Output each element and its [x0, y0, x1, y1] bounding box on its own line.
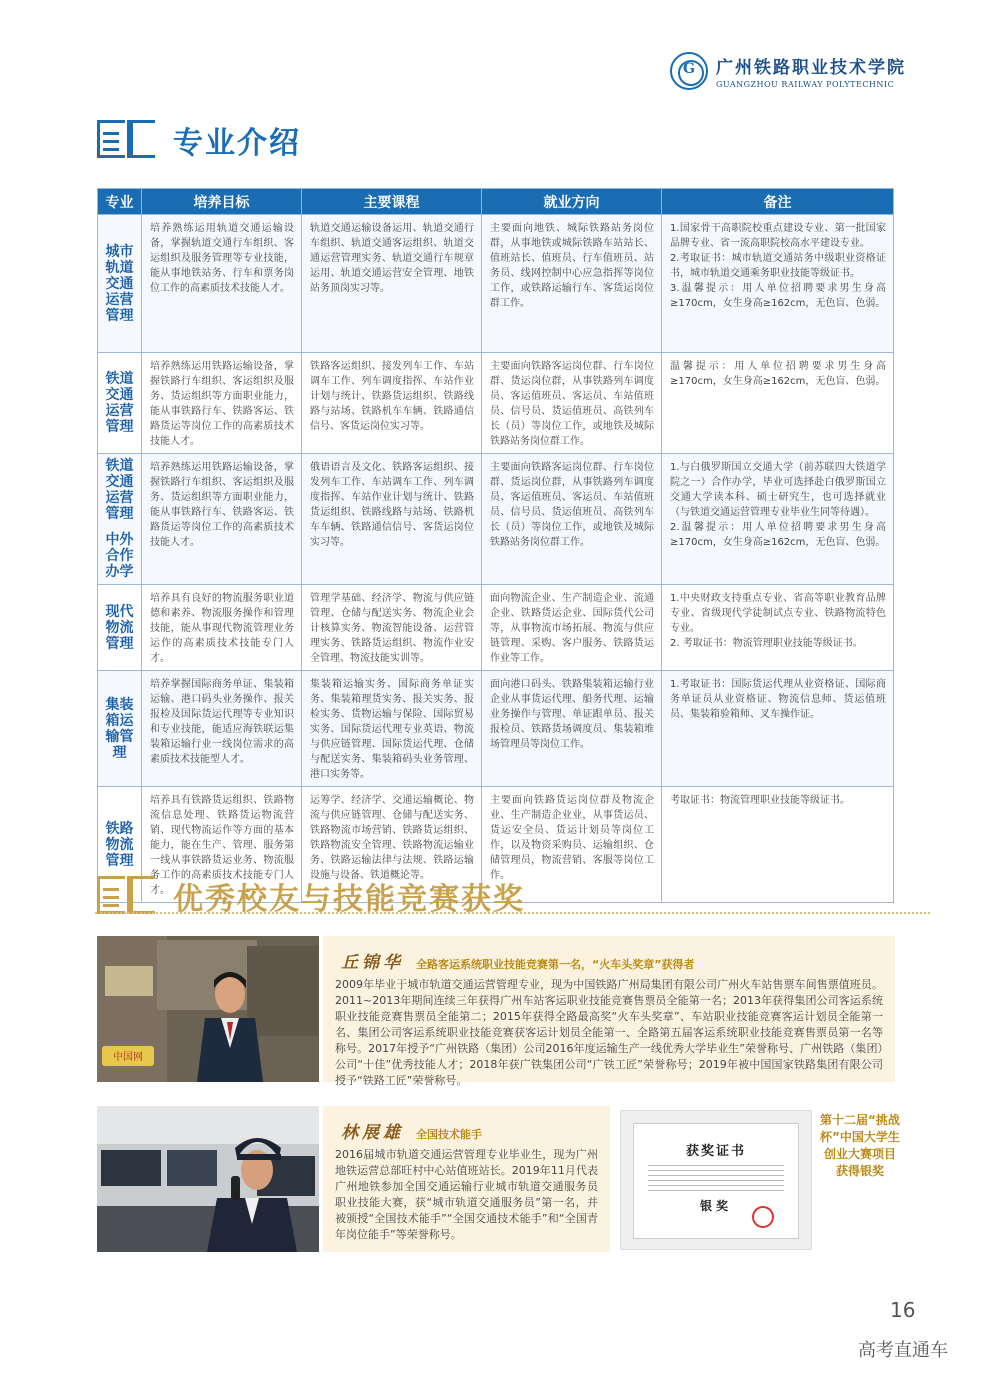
footer-watermark: 高考直通车 [858, 1340, 948, 1361]
alumni-honor: 全路客运系统职业技能竞赛第一名，“火车头奖章”获得者 [416, 958, 695, 971]
goal-cell: 培养熟练运用铁路运输设备，掌握铁路行车组织、客运组织及服务、货运组织等方面职业能力，能从事铁路行车、铁路客运、铁路货运等岗位工作的高素质技术技能人才。 [142, 353, 302, 454]
alumni-name: 丘锦华 [341, 953, 404, 973]
majors-table [97, 188, 894, 903]
dotted-divider [95, 904, 930, 914]
school-name-en: GUANGZHOU RAILWAY POLYTECHNIC [716, 80, 895, 89]
column-header: 就业方向 [482, 189, 662, 215]
table-row [98, 353, 894, 454]
alumni-photo [97, 1106, 319, 1252]
school-seal-icon [670, 52, 708, 90]
column-header: 主要课程 [302, 189, 482, 215]
table-row [98, 671, 894, 787]
section-title: 优秀校友与技能竞赛获奖 [173, 882, 525, 917]
courses-cell: 轨道交通运输设备运用、轨道交通行车组织、轨道交通客运组织、轨道交通运营管理实务、轨道交通行车规章运用、轨道交通运营安全管理、地铁站务顶岗实习等。 [302, 215, 482, 353]
notes-cell: 1.考取证书：国际货运代理从业资格证、国际商务单证员从业资格证、物流信息师、货运值班员、集装箱验箱师、叉车操作证。 [662, 671, 894, 787]
school-name-cn: 广州铁路职业技术学院 [716, 58, 906, 78]
major-subtitle: 中外合作办学 [105, 532, 134, 580]
alumni-card [323, 936, 895, 1087]
goal-cell: 培养熟练运用铁路运输设备，掌握铁路行车组织、客运组织及服务、货运组织等方面职业能力，能从事铁路行车、铁路客运、铁路货运等岗位工作的高素质技术技能人才。 [142, 454, 302, 585]
courses-cell: 管理学基础、经济学、物流与供应链管理、仓储与配送实务、物流企业会计核算实务、物流智能设备、运营管理实务、铁路货运组织、物流作业安全管理、物流技能实训等。 [302, 585, 482, 671]
section-title: 专业介绍 [173, 126, 301, 161]
courses-cell: 铁路客运组织、接发列车工作、车站调车工作、列车调度指挥、车站作业计划与统计、铁路货运组织、铁路线路与站场、铁路机车车辆、铁路通信信号、客货运岗位实习等。 [302, 353, 482, 454]
goal-cell: 培养具有铁路货运组织、铁路物流信息处理、铁路货运物流营销、现代物流运作等方面的基本能力，能在生产、管理、服务第一线从事铁路货运业务、物流服务工作的高素质技术技能专门人才。 [142, 787, 302, 903]
award-certificate-image [620, 1110, 812, 1250]
courses-cell: 运筹学、经济学、交通运输概论、物流与供应链管理、仓储与配送实务、铁路物流市场营销、铁路货运组织、铁路物流安全管理、铁路物流运输业务、铁路运输法律与法规、铁路运输设施与设备、铁道概论等。 [302, 787, 482, 903]
table-row [98, 215, 894, 353]
notes-cell: 1.国家骨干高职院校重点建设专业、第一批国家品牌专业、省一流高职院校高水平建设专业。 2.考取证书：城市轨道交通站务中级职业资格证书，城市轨道交通乘务职业技能等级证书。 3.温馨提示：用人单位招聘要求男生身高≥170cm，女生身高≥162cm，无色盲、色弱。 [662, 215, 894, 353]
school-logo [670, 50, 970, 92]
alumni-card [323, 1106, 610, 1252]
jobs-cell: 面向物流企业、生产制造企业、流通企业、铁路货运企业、国际货代公司等，从事物流市场拓展、物流与供应链管理、采购、客户服务、铁路货运作业等工作。 [482, 585, 662, 671]
jobs-cell: 主要面向铁路货运岗位群及物流企业、生产制造企业业，从事货运员、货运安全员、货运计划员等岗位工作，以及物资采购员、运输组织、仓储管理员，物流营销、客服等岗位工作。 [482, 787, 662, 903]
alumni-name: 林展雄 [341, 1123, 404, 1143]
goal-cell: 培养掌握国际商务单证、集装箱运输、港口码头业务操作、报关报检及国际货运代理等专业知识和专业技能，能适应海铁联运集装箱运输行业一线岗位需求的高素质技术技能型人才。 [142, 671, 302, 787]
notes-cell: 考取证书：物流管理职业技能等级证书。 [662, 787, 894, 903]
major-name: 集装箱运输管理 [98, 671, 142, 787]
alumni-honor: 全国技术能手 [416, 1128, 482, 1141]
jobs-cell: 主要面向地铁、城际铁路站务岗位群，从事地铁或城际铁路车站站长、值班站长、值班员、行车值班员、站务员、线网控制中心应急指挥等岗位工作，或铁路运输行车、客货运岗位群工作。 [482, 215, 662, 353]
table-header-row [98, 189, 894, 215]
notes-cell: 1.与白俄罗斯国立交通大学（前苏联四大铁道学院之一）合作办学，毕业可选择赴白俄罗斯国立交通大学读本科、硕士研究生，也可选择就业（与铁道交通运营管理专业毕业生同等待遇）。 2.温馨提示：用人单位招聘要求男生身高≥170cm，女生身高≥162cm，无色盲、色弱。 [662, 454, 894, 585]
jobs-cell: 主要面向铁路客运岗位群、行车岗位群、货运岗位群，从事铁路列车调度员、客运值班员、客运员、车站值班员、信号员、货运值班员、高铁列车长（员）等岗位工作，或地铁及城际铁路站务岗位群工作。 [482, 454, 662, 585]
notes-cell: 温馨提示：用人单位招聘要求男生身高≥170cm，女生身高≥162cm，无色盲、色弱。 [662, 353, 894, 454]
column-header: 专业 [98, 189, 142, 215]
notes-cell: 1.中央财政支持重点专业、省高等职业教育品牌专业、省级现代学徒制试点专业、铁路物流特色专业。 2. 考取证书：物流管理职业技能等级证书。 [662, 585, 894, 671]
major-name: 现代物流管理 [98, 585, 142, 671]
column-header: 备注 [662, 189, 894, 215]
book-icon [97, 120, 163, 160]
photo-watermark: 中国网 [113, 1052, 143, 1063]
major-name: 铁道交通运营管理 中外合作办学 [98, 454, 142, 585]
alumni-bio: 2016届城市轨道交通运营管理专业毕业生，现为广州地铁运营总部旺村中心站值班站长。2019年11月代表广州地铁参加全国交通运输行业城市轨道交通服务员职业技能大赛，获“城市轨道交通服务员”第一名，并被颁授“全国技术能手”“全国交通技术能手”和“全国青年岗位能手”等荣誉称号。 [335, 1148, 598, 1241]
certificate-title: 获奖证书 [685, 1144, 746, 1159]
seal-icon [752, 1206, 774, 1228]
jobs-cell: 面向港口码头、铁路集装箱运输行业企业从事货运代理、船务代理、运输业务操作与管理、单证跟单员、报关报检员、铁路货场调度员、集装箱堆场管理员等岗位工作。 [482, 671, 662, 787]
page-number: 16 [890, 1298, 916, 1322]
goal-cell: 培养具有良好的物流服务职业道德和素养、物流服务操作和管理技能，能从事现代物流管理业务运作的高素质技术技能专门人才。 [142, 585, 302, 671]
alumni-bio: 2009年毕业于城市轨道交通运营管理专业，现为中国铁路广州局集团有限公司广州火车站售票车间售票值班员。2011~2013年期间连续三年获得广州车站客运职业技能竞赛售票员全能第一名；2013年获得集团公司客运系统职业技能竞赛售票员全能第二；2015年获得全路最高奖“火车头奖章”、车站职业技能竞赛客运计划员全能第一名、集团公司客运系统职业技能竞赛获客运计划员全能第一、全路第五届客运系统职业技能竞赛售票员第一名等称号。2017年授予“广州铁路（集团）公司2016年度运输生产一线优秀大学毕业生”荣誉称号、广州铁路（集团）公司“十佳”优秀技能人才；2018年获广铁集团公司“广铁工匠”荣誉称号；2019年被中国国家铁路集团有限公司授予“铁路工匠”荣誉称号。 [335, 978, 883, 1087]
certificate-award: 银奖 [699, 1199, 732, 1213]
alumni-photo [97, 936, 319, 1082]
goal-cell: 培养熟练运用轨道交通运输设备，掌握轨道交通行车组织、客运组织及服务管理等专业技能，能从事地铁站务、行车和票务岗位工作的高素质技术技能人才。 [142, 215, 302, 353]
courses-cell: 俄语语言及文化、铁路客运组织、接发列车工作、车站调车工作、列车调度指挥、车站作业计划与统计、铁路货运组织、铁路线路与站场、铁路机车车辆、铁路通信信号、客货运岗位实习等。 [302, 454, 482, 585]
major-name: 铁路物流管理 [98, 787, 142, 903]
section-heading-majors [97, 118, 301, 162]
jobs-cell: 主要面向铁路客运岗位群、行车岗位群、货运岗位群，从事铁路列车调度员、客运值班员、客运员、车站值班员、信号员、货运值班员、高铁列车长（员）等岗位工作，或地铁及城际铁路站务岗位群工作。 [482, 353, 662, 454]
certificate-caption: 第十二届“挑战杯”中国大学生创业大赛项目获得银奖 [820, 1113, 900, 1178]
table-row [98, 585, 894, 671]
certificate-text-lines [648, 1165, 784, 1191]
column-header: 培养目标 [142, 189, 302, 215]
courses-cell: 集装箱运输实务、国际商务单证实务、集装箱理货实务、报关实务、报检实务、货物运输与保险、国际贸易实务、国际货运代理专业英语、物流与供应链管理、国际货运代理、仓储与配送实务、集装箱码头业务管理、港口实务等。 [302, 671, 482, 787]
major-name: 铁道交通运营管理 [98, 353, 142, 454]
table-row [98, 454, 894, 585]
major-name: 城市轨道交通运营管理 [98, 215, 142, 353]
